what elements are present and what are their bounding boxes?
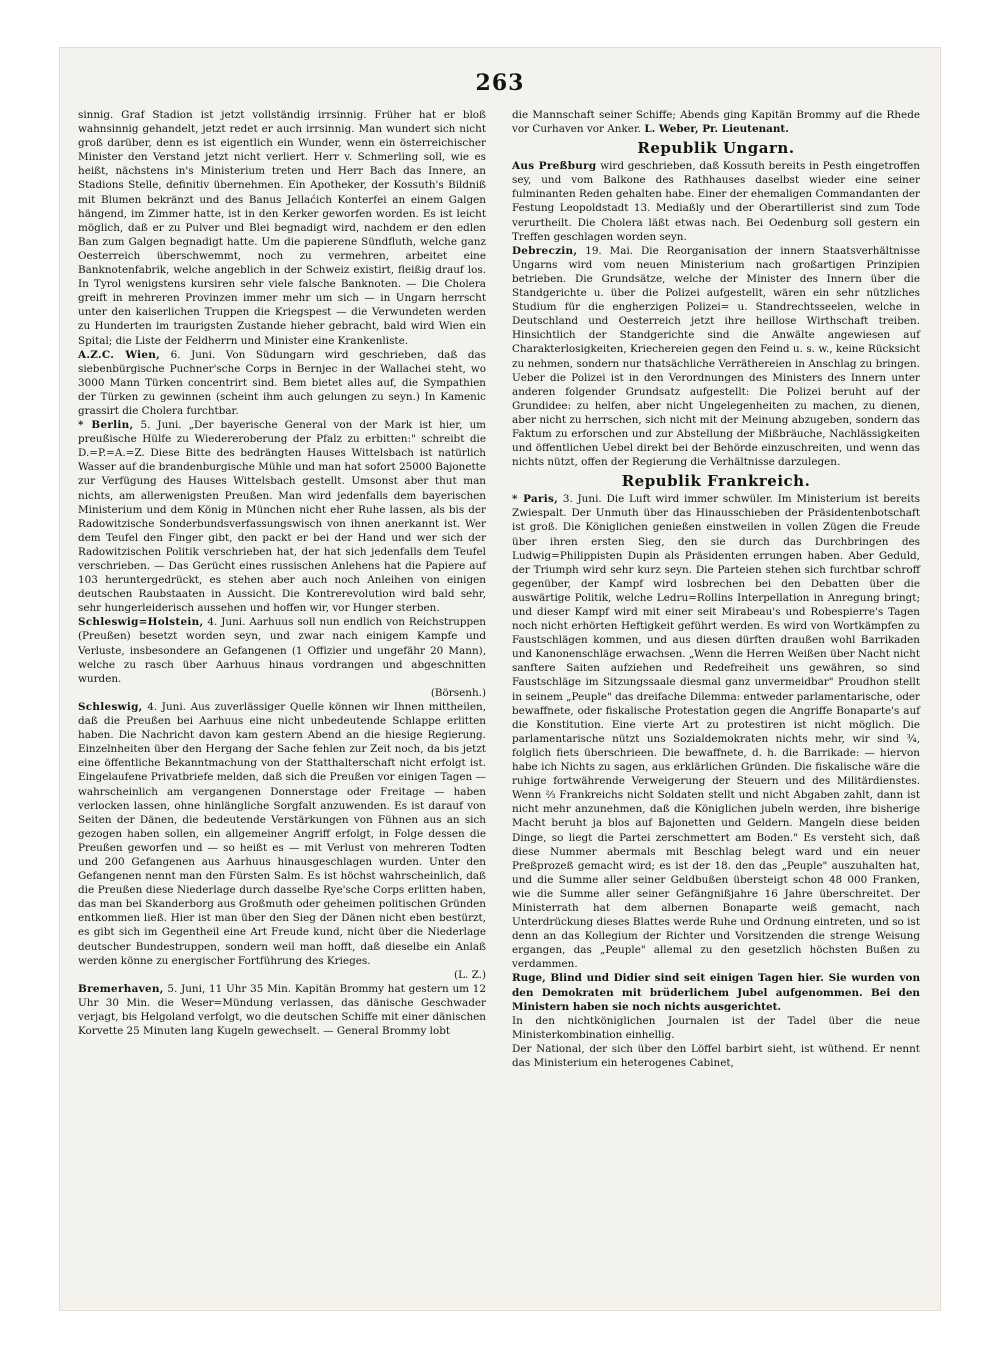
- right-column: [512, 108, 920, 1070]
- article-paragraph: * Berlin, 5. Juni. „Der bayerische General von der Mark ist hier, um preußische Hülfe zu Wiedereroberung der Pfalz zu erbitten:" schreibt die D.=P.=A.=Z. Diese Bitte des bedrängten Hauses Wittelsbach ist natürlich Wasser auf die brandenburgische Mühle und man hat sofort 25000 Bajonette zur Verfügung des Hauses Wittelsbach gestellt. Umsonst aber thut man nichts, am allerwenigsten Preußen. Man wird jedenfalls dem bayerischen Ministerium und dem König in München nicht eher Ruhe lassen, als bis der Radowitzische Sonderbundsverfassungswisch von ihnen anerkannt ist. Wer dem Teufel den Finger gibt, den packt er bei der Hand und wer sich der Radowitzischen Politik verschrieben hat, der hat sich jedenfalls dem Teufel verschrieben. — Das Gerücht eines russischen Anlehens hat die Papiere auf 103 heruntergedrückt, es stehen aber auch noch Anleihen von einigen deutschen Raubstaaten in Aussicht. Die Kontrerevolution wird bald sehr, sehr hungerleiderisch aussehen und hoffen wir, vor Hunger sterben.: [78, 419, 486, 615]
- article-paragraph: die Mannschaft seiner Schiffe; Abends ging Kapitän Brommy auf die Rhede vor Curhaven vor Anker. L. Weber, Pr. Lieutenant.: [512, 109, 920, 136]
- dateline: Bremerhaven,: [78, 982, 164, 995]
- dateline: Debreczin,: [512, 244, 578, 257]
- dateline: Schleswig,: [78, 700, 143, 713]
- source-note: (Börsenh.): [430, 686, 486, 699]
- article-paragraph: Bremerhaven, 5. Juni, 11 Uhr 35 Min. Kapitän Brommy hat gestern um 12 Uhr 30 Min. die Weser=Mündung verlassen, das dänische Geschwader verjagt, bis Helgoland verfolgt, wo die deutschen Schiffe mit einer dänischen Korvette 25 Minuten lang Kugeln gewechselt. — General Brommy lobt: [78, 982, 486, 1038]
- article-paragraph: Schleswig=Holstein, 4. Juni. Aarhuus soll nun endlich von Reichstruppen (Preußen) besetzt worden seyn, und zwar nach einigem Kampfe und Verluste, insbesondere an Gefangenen (1 Offizier und ungefähr 20 Mann), welche zu rasch über Aarhuus hinaus vordrangen und abgeschnitten wurden. (Börsenh.): [78, 616, 486, 699]
- dateline: * Paris,: [512, 493, 559, 506]
- article-paragraph: sinnig. Graf Stadion ist jetzt vollständig irrsinnig. Früher hat er bloß wahnsinnig gehandelt, jetzt redet er auch irrsinnig. Man wundert sich nicht groß darüber, denn es ist eigentlich ein Wunder, wenn ein österreichischer Minister den Verstand jetzt nicht verliert. Herr v. Schmerling soll, wie es heißt, nächstens in's Ministerium treten und Herr Bach das Innere, an Stadions Stelle, definitiv übernehmen. Ein Apotheker, der Kossuth's Bildniß mit Blumen bekränzt und des Banus Jellaćich Konterfei an einem Galgen hängend, im Zimmer hatte, ist in den Kerker geworfen worden. Es ist leicht möglich, daß er zu Pulver und Blei begnadigt wird, nachdem er den edlen Ban zum Galgen begnadigt hatte. Um die papierene Sündfluth, welche ganz Oesterreich überschwemmt, noch zu vermehren, arbeitet eine Banknotenfabrik, welche angeblich in der Schweiz existirt, fleißig drauf los. In Tyrol wenigstens kursiren sehr viele falsche Banknoten. — Die Cholera greift in mehreren Provinzen immer mehr um sich — in Ungarn herrscht unter den kaiserlichen Truppen die Kriegspest — die Verwundeten werden zu Hunderten im traurigsten Zustande hieher gebracht, bald wird Wien ein Spital; die Liste der Feldherrn und Minister eine Krankenliste.: [78, 109, 486, 347]
- dateline: * Berlin,: [78, 419, 134, 432]
- section-heading-frankreich: Republik Frankreich.: [621, 472, 811, 491]
- dateline: Aus Preßburg: [512, 160, 597, 173]
- article-paragraph: Schleswig, 4. Juni. Aus zuverlässiger Quelle können wir Ihnen mittheilen, daß die Preußen bei Aarhuus eine nicht unbedeutende Schlappe erlitten haben. Die Nachricht davon kam gestern Abend an die hiesige Regierung. Einzelnheiten über den Hergang der Sache fehlen zur Zeit noch, da bis jetzt eine öffentliche Bekanntmachung von der Statthalterschaft nicht erfolgt ist. Eingelaufene Privatbriefe melden, daß sich die Preußen vor einigen Tagen — wahrscheinlich am vergangenen Donnerstage oder Freitage — haben verlocken lassen, ohne hinlängliche Sorgfalt anzuwenden. Es ist darauf von Seiten der Dänen, die bedeutende Verstärkungen von Fühnen aus an sich gezogen haben sollen, ein allgemeiner Angriff erfolgt, in Folge dessen die Preußen geworfen und — so heißt es — mit Verlust von mehreren Todten und 200 Gefangenen aus Aarhuus hinausgeschlagen wurden. Unter den Gefangenen nennt man den Fürsten Salm. Es ist höchst wahrscheinlich, daß die Preußen diese Niederlage durch dasselbe Rye'sche Corps erlitten haben, das man bei Skanderborg aus Großmuth oder geheimen politischen Gründen entkommen ließ. Hier ist man über den Sieg der Dänen nicht eben bestürzt, es gibt sich im Gegentheil eine Art Freude kund, nicht über die Niederlage deutscher Bundestruppen, sondern weil man hofft, daß dieselbe ein Anlaß werden könne zu energischer Fortführung des Krieges. (L. Z.): [78, 700, 486, 981]
- article-paragraph: A.Z.C. Wien, 6. Juni. Von Südungarn wird geschrieben, daß das siebenbürgische Puchner'sche Corps in Bernjec in der Wallachei steht, wo 3000 Mann Türken concentrirt sind. Bem bietet alles auf, die Sympathien der Türken zu gewinnen (scheint ihm auch gelungen zu seyn.) In Kamenic grassirt die Cholera furchtbar.: [78, 348, 486, 417]
- page-number: 263: [475, 70, 525, 96]
- section-heading-ungarn: Republik Ungarn.: [637, 139, 795, 158]
- newspaper-page: [60, 48, 940, 1310]
- dateline: Schleswig=Holstein,: [78, 616, 204, 629]
- article-paragraph: Aus Preßburg wird geschrieben, daß Kossuth bereits in Pesth eingetroffen sey, und vom Balkone des Rathhauses daselbst wieder eine seiner fulminanten Reden gehalten habe. Einer der ehemaligen Commandanten der Festung Leopoldstadt 13. Mediaßly und der Oberartillerist sind zum Tode verurtheilt. Die Cholera läßt etwas nach. Bei Oedenburg soll gestern ein Treffen geschlagen worden seyn.: [512, 160, 920, 243]
- article-paragraph: In den nichtköniglichen Journalen ist der Tadel über die neue Ministerkombination einhellig.: [512, 1014, 920, 1041]
- article-paragraph: Der National, der sich über den Löffel barbirt sieht, ist wüthend. Er nennt das Ministerium ein heterogenes Cabinet,: [512, 1042, 920, 1069]
- dateline: A.Z.C. Wien,: [78, 348, 161, 361]
- article-paragraph: Ruge, Blind und Didier sind seit einigen Tagen hier. Sie wurden von den Demokraten mit brüderlichem Jubel aufgenommen. Bei den Ministern haben sie noch nichts ausgerichtet.: [512, 972, 920, 1013]
- article-paragraph: Debreczin, 19. Mai. Die Reorganisation der innern Staatsverhältnisse Ungarns wird vom neuen Ministerium nach großartigen Prinzipien betrieben. Die Grundsätze, welche der Minister des Innern über die Standgerichte u. über die Polizei aufgestellt, wären ein sehr nützliches Studium für die engherzigen Polizei= u. Standrechtsseelen, welche in Deutschland und Oesterreich jetzt ihre heillose Wirthschaft treiben. Hinsichtlich der Standgerichte sind die Anwälte angewiesen auf Charakterlosigkeiten, Kriechereien gegen den Feind u. s. w., keine Rücksicht zu nehmen, sondern nur thatsächliche Verräthereien in Anschlag zu bringen. Ueber die Polizei ist in den Verordnungen des Ministers des Innern unter anderen folgender Grundsatz aufgestellt: Die Polizei beruht auf der Grundidee: zu helfen, aber nicht Ungelegenheiten zu machen, zu dienen, aber nicht zu herrschen, sich nicht mit der Meinung abzugeben, sondern das Faktum zu erforschen und zur Abstellung der Mißbräuche, Nachlässigkeiten und öffentlichen Uebel direkt bei der Behörde einzuschreiten, und wenn das nichts nützt, offen der Regierung die Verhältnisse darzulegen.: [512, 244, 920, 469]
- signature: L. Weber, Pr. Lieutenant.: [644, 123, 789, 136]
- article-paragraph: * Paris, 3. Juni. Die Luft wird immer schwüler. Im Ministerium ist bereits Zwiespalt. Der Unmuth über das Hinausschieben der Präsidentenbotschaft ist groß. Die Königlichen genießen einstweilen in vollen Zügen die Freude über ihren ersten Sieg, den sie durch das Durchbringen des Ludwig=Philippisten Dupin als Präsidenten errungen haben. Aber Geduld, der Triumph wird sehr kurz seyn. Die Parteien stehen sich furchtbar schroff gegenüber, der Kampf wird losbrechen bei den Debatten über die auswärtige Politik, welche Ledru=Rollins Interpellation in Anregung bringt; und dieser Kampf wird mit einer seit Mirabeau's und Robespierre's Tagen noch nicht erhörten Heftigkeit geführt werden. Es wird von Wortkämpfen zu Faustschlägen kommen, und aus diesen dürften draußen wohl Barrikaden und Kanonenschläge erwachsen. „Wenn die Herren Weißen über Nacht nicht sanftere Saiten aufziehen und Redefreiheit uns gewähren, so sind Faustschläge im Sitzungssaale diesmal ganz unvermeidbar" Proudhon stellt in seinem „Peuple" das dreifache Dilemma: entweder parlamentarische, oder bewaffnete, oder fiskalische Protestation gegen die Angriffe Bonaparte's auf die Konstitution. Eine vierte Art zu protestiren ist nicht möglich. Die parlamentarische nützt uns Sozialdemokraten nichts mehr, wir sind ¾, folglich fiets überschrieen. Die bewaffnete, d. h. die Barrikade: — hiervon habe ich Nichts zu sagen, aus erklärlichen Gründen. Die fiskalische wäre die ruhige fortwährende Verweigerung der Steuern und des Militärdienstes. Wenn ⅔ Frankreichs nicht Soldaten stellt und nicht Abgaben zahlt, dann ist nicht mehr anzunehmen, daß die Königlichen jubeln werden, ihre bisherige Macht beruht ja blos auf Bajonetten und Geldern. Mangeln diese beiden Dinge, so liegt die Partei zerschmettert am Boden." Es versteht sich, daß diese Nummer abermals mit Beschlag belegt ward und ein neuer Preßprozeß gemacht wird; es ist der 18. den das „Peuple" auszuhalten hat, und die Summe aller seiner Geldbußen übersteigt schon 48 000 Franken, wie die Summe aller seiner Gefängnißjahre 16 Jahre überschreitet. Der Ministerrath hat dem albernen Bonaparte weiß gemacht, nach Unterdrückung dieses Blattes werde Ruhe und Ordnung eintreten, und so ist denn an das Kollegium der Richter und Vorsitzenden die strenge Weisung ergangen, das „Peuple" allemal zu den gesetzlich höchsten Bußen zu verdammen.: [512, 493, 921, 971]
- source-note: (L. Z.): [454, 968, 486, 981]
- left-column: [78, 108, 486, 1038]
